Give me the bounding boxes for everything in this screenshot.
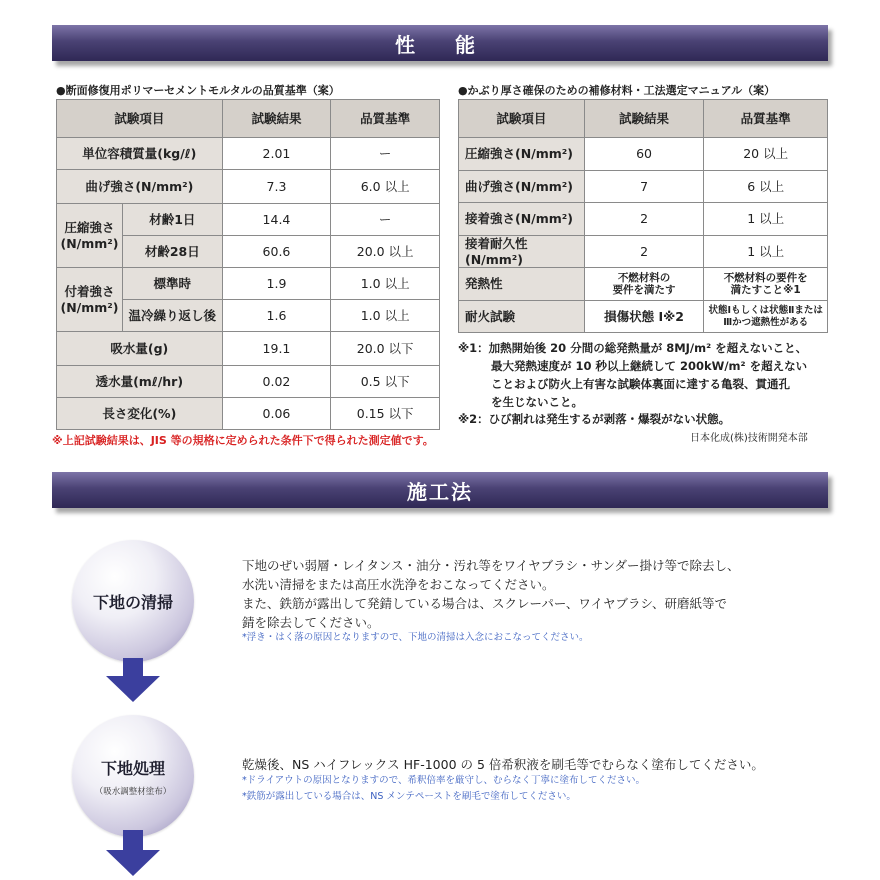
step-1-text-line: 下地のぜい弱層・レイタンス・油分・汚れ等をワイヤブラシ・サンダー掛け等で除去し、: [242, 558, 740, 573]
left-sub-item: 標準時: [122, 268, 222, 300]
right-row-result: 7: [584, 171, 704, 203]
right-row-item: 発熱性: [459, 268, 585, 301]
down-arrow-icon: [106, 830, 160, 876]
left-row-item: 曲げ強さ(N/mm²): [57, 170, 223, 204]
left-row-standard: 20.0 以上: [331, 236, 440, 268]
left-row-result: 1.6: [222, 300, 331, 332]
step-1-text-line: 錆を除去してください。: [242, 615, 380, 630]
right-row-standard: 1 以上: [704, 236, 828, 268]
left-row-result: 7.3: [222, 170, 331, 204]
left-row-standard: 0.15 以下: [331, 398, 440, 430]
left-row-standard: ー: [331, 204, 440, 236]
step-2-text-line: 乾燥後、NS ハイフレックス HF-1000 の 5 倍希釈液を刷毛等でむらなく塗布してください。: [242, 757, 764, 772]
right-row-result: 損傷状態 Ⅰ※2: [584, 301, 704, 333]
note-2: ※2：ひび割れは発生するが剥落・爆裂がない状態。: [458, 412, 731, 426]
left-row-item: 長さ変化(%): [57, 398, 223, 430]
right-row-standard: 1 以上: [704, 203, 828, 236]
left-row-result: 14.4: [222, 204, 331, 236]
left-row-result: 2.01: [222, 138, 331, 170]
step-2-subtitle: （吸水調整材塗布）: [94, 786, 172, 797]
left-group-label: 付着強さ (N/mm²): [57, 268, 123, 332]
performance-title: 性 能: [395, 32, 485, 57]
right-row-standard: 不燃材料の要件を 満たすこと※1: [704, 268, 828, 301]
left-table-caption: ●断面修復用ポリマーセメントモルタルの品質基準（案）: [56, 84, 340, 97]
right-header-result: 試験結果: [584, 100, 704, 138]
right-row-result: 2: [584, 203, 704, 236]
left-sub-item: 温冷繰り返し後: [122, 300, 222, 332]
note-1-line-4: を生じないこと。: [491, 395, 583, 409]
left-header-standard: 品質基準: [331, 100, 440, 138]
right-header-item: 試験項目: [459, 100, 585, 138]
right-row-standard: 6 以上: [704, 171, 828, 203]
step-1-circle: [72, 540, 194, 662]
left-row-item: 単位容積質量(kg/ℓ): [57, 138, 223, 170]
right-row-item: 接着強さ(N/mm²): [459, 203, 585, 236]
performance-banner: [52, 25, 828, 61]
step-1-text-line: 水洗い清掃をまたは高圧水洗浄をおこなってください。: [242, 577, 555, 592]
right-header-standard: 品質基準: [704, 100, 828, 138]
down-arrow-icon: [106, 658, 160, 702]
left-row-result: 60.6: [222, 236, 331, 268]
step-2-title: 下地処理: [100, 758, 165, 778]
right-row-result: 不燃材料の 要件を満たす: [584, 268, 704, 301]
left-row-result: 1.9: [222, 268, 331, 300]
construction-title: 施工法: [407, 479, 473, 504]
step-2-note: *鉄筋が露出している場合は、NS メンテペーストを刷毛で塗布してください。: [242, 791, 576, 802]
left-row-result: 19.1: [222, 332, 331, 366]
left-row-result: 0.02: [222, 366, 331, 398]
left-row-standard: 0.5 以下: [331, 366, 440, 398]
right-table-caption: ●かぶり厚さ確保のための補修材料・工法選定マニュアル（案）: [458, 84, 776, 97]
right-row-item: 圧縮強さ(N/mm²): [459, 138, 585, 171]
left-row-item: 吸水量(g): [57, 332, 223, 366]
source-credit: 日本化成(株)技術開発本部: [690, 433, 808, 444]
left-row-item: 透水量(mℓ/hr): [57, 366, 223, 398]
right-row-standard: 状態Ⅰもしくは状態Ⅱまたは Ⅲかつ遮熱性がある: [704, 301, 828, 333]
right-row-result: 2: [584, 236, 704, 268]
note-1-line-1: ※1：加熱開始後 20 分間の総発熱量が 8MJ/m² を超えないこと、: [458, 341, 808, 355]
step-2-circle: [72, 715, 194, 837]
left-header-result: 試験結果: [222, 100, 331, 138]
step-2-note: *ドライアウトの原因となりますので、希釈倍率を厳守し、むらなく丁寧に塗布してください。: [242, 775, 645, 786]
right-row-item: 接着耐久性(N/mm²): [459, 236, 585, 268]
left-row-standard: 6.0 以上: [331, 170, 440, 204]
left-table-footnote: ※上記試験結果は、JIS 等の規格に定められた条件下で得られた測定値です。: [52, 434, 434, 447]
left-sub-item: 材齢28日: [122, 236, 222, 268]
right-row-item: 曲げ強さ(N/mm²): [459, 171, 585, 203]
left-row-standard: ー: [331, 138, 440, 170]
note-1-line-3: ことおよび防火上有害な試験体裏面に達する亀裂、貫通孔: [491, 377, 790, 391]
construction-banner: [52, 472, 828, 508]
step-1-note: *浮き・はく落の原因となりますので、下地の清掃は入念におこなってください。: [242, 632, 589, 643]
left-quality-table: [56, 99, 440, 430]
right-quality-table: [458, 99, 828, 333]
left-row-standard: 1.0 以上: [331, 268, 440, 300]
note-1-line-2: 最大発熱速度が 10 秒以上継続して 200kW/m² を超えない: [491, 359, 808, 373]
right-row-item: 耐火試験: [459, 301, 585, 333]
left-group-label: 圧縮強さ (N/mm²): [57, 204, 123, 268]
left-row-result: 0.06: [222, 398, 331, 430]
right-row-standard: 20 以上: [704, 138, 828, 171]
step-1-text-line: また、鉄筋が露出して発錆している場合は、スクレーパー、ワイヤブラシ、研磨紙等で: [242, 596, 728, 611]
right-row-result: 60: [584, 138, 704, 171]
left-header-item: 試験項目: [57, 100, 223, 138]
left-row-standard: 20.0 以下: [331, 332, 440, 366]
left-sub-item: 材齢1日: [122, 204, 222, 236]
left-row-standard: 1.0 以上: [331, 300, 440, 332]
step-1-title: 下地の清掃: [92, 592, 173, 612]
